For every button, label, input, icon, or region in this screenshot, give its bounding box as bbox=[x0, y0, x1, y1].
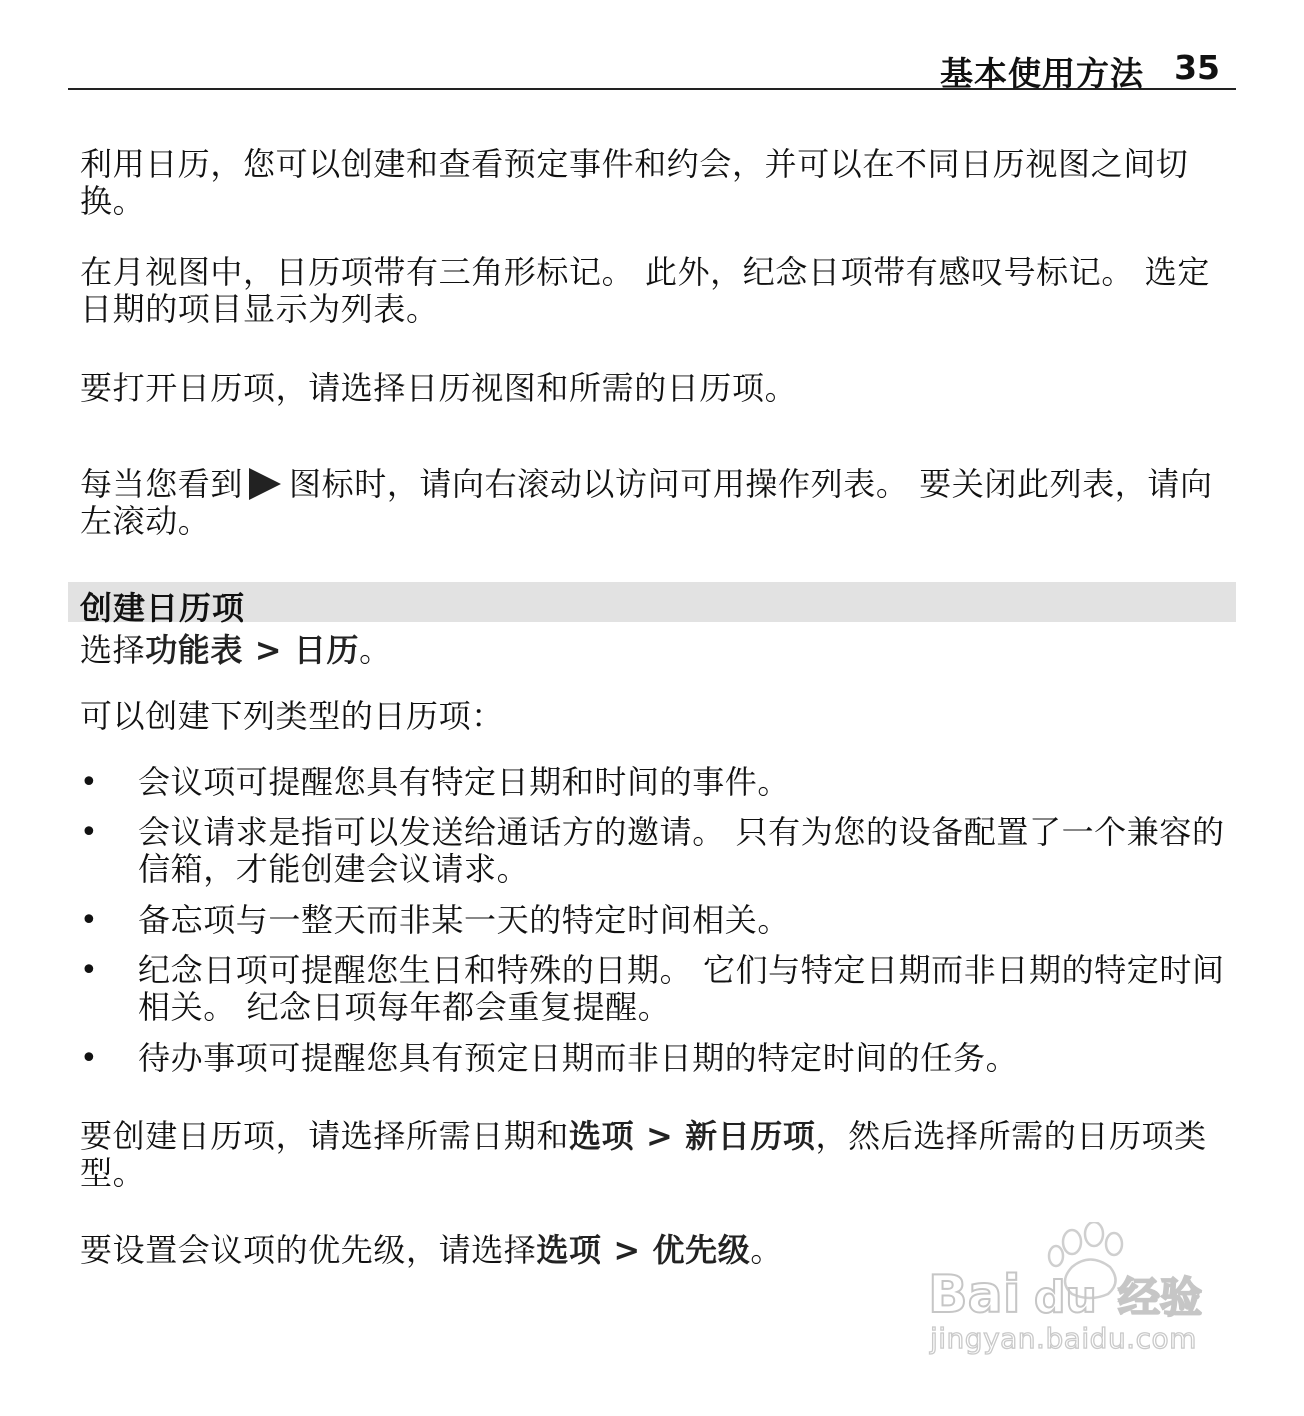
instruction-end: ，然后选择所需的日历项类型。 bbox=[80, 1117, 1207, 1192]
intro-paragraph-2: 在月视图中，日历项带有三角形标记。 此外，纪念日项带有感叹号标记。 选定日期的项目显示为列表。 bbox=[80, 253, 1210, 328]
list-item-text: 备忘项与一整天而非某一天的特定时间相关。 bbox=[138, 901, 791, 939]
priority-label: 优先级 bbox=[652, 1231, 751, 1269]
section-heading: 创建日历项 bbox=[80, 589, 246, 627]
intro-paragraph-4 bbox=[80, 466, 1230, 540]
menu-label: 功能表 bbox=[145, 631, 244, 669]
menu-separator: > bbox=[601, 1231, 653, 1269]
list-item-text: 会议请求是指可以发送给通话方的邀请。 只有为您的设备配置了一个兼容的信箱，才能创建会议请求。 bbox=[138, 813, 1225, 888]
watermark-url: jingyan.baidu.com bbox=[930, 1322, 1197, 1355]
list-item-text: 纪念日项可提醒您生日和特殊的日期。 它们与特定日期而非日期的特定时间相关。 纪念日项每年都会重复提醒。 bbox=[138, 951, 1225, 1026]
list-item-text: 会议项可提醒您具有特定日期和时间的事件。 bbox=[138, 763, 791, 801]
menu-separator: > bbox=[243, 631, 294, 669]
menu-separator: > bbox=[634, 1117, 686, 1155]
icon-sentence-rest: 图标时，请向右滚动以访问可用操作列表。 要关闭此列表，请向左滚动。 bbox=[80, 465, 1213, 540]
instruction-end: 。 bbox=[750, 1231, 783, 1269]
instruction-end: 。 bbox=[359, 631, 392, 669]
instruction-text: 要创建日历项，请选择所需日期和 bbox=[80, 1117, 570, 1155]
types-intro: 可以创建下列类型的日历项： bbox=[80, 697, 504, 735]
section-heading-bar bbox=[68, 582, 1236, 627]
bullet: • bbox=[80, 1041, 99, 1076]
options-label: 选项 bbox=[569, 1117, 635, 1155]
new-entry-label: 新日历项 bbox=[685, 1117, 816, 1155]
bullet: • bbox=[80, 903, 99, 938]
watermark-logo-text: Bai bbox=[928, 1265, 1021, 1322]
play-arrow-icon bbox=[249, 468, 281, 500]
calendar-label: 日历 bbox=[293, 631, 360, 669]
intro-paragraph-3: 要打开日历项，请选择日历视图和所需的日历项。 bbox=[80, 369, 798, 407]
bullet: • bbox=[80, 953, 99, 988]
instruction-text: 选择 bbox=[80, 631, 146, 669]
list-item-text: 待办事项可提醒您具有预定日期而非日期的特定时间的任务。 bbox=[138, 1039, 1019, 1077]
baidu-jingyan-watermark bbox=[922, 1222, 1232, 1362]
paw-logo-icon bbox=[922, 1222, 1232, 1322]
instruction-text: 要设置会议项的优先级，请选择 bbox=[80, 1231, 537, 1269]
intro-paragraph-1: 利用日历，您可以创建和查看预定事件和约会，并可以在不同日历视图之间切换。 bbox=[80, 145, 1189, 220]
create-entry-instruction bbox=[80, 1118, 1230, 1192]
icon-sentence-start: 每当您看到 bbox=[80, 465, 244, 503]
bullet: • bbox=[80, 815, 99, 850]
svg-text:经验: 经验 bbox=[1118, 1273, 1203, 1322]
svg-text:du: du bbox=[1034, 1272, 1097, 1322]
page-header bbox=[68, 40, 1236, 93]
select-menu-instruction bbox=[80, 632, 1230, 669]
options-label: 选项 bbox=[536, 1231, 602, 1269]
chapter-title: 基本使用方法 bbox=[940, 54, 1144, 93]
page-number: 35 bbox=[1174, 48, 1220, 87]
bullet: • bbox=[80, 765, 99, 800]
